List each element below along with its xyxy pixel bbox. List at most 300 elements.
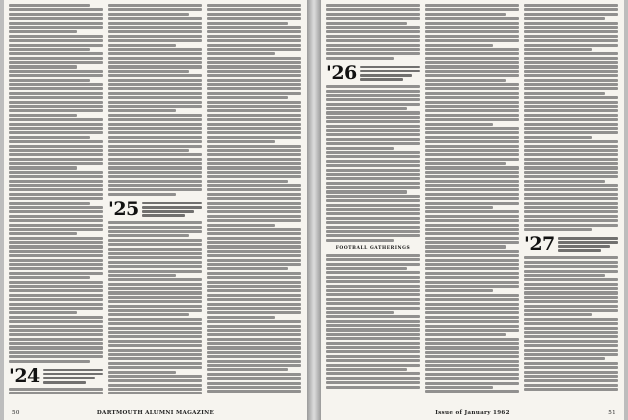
text-line bbox=[326, 129, 420, 132]
text-line bbox=[425, 202, 519, 205]
text-line bbox=[425, 166, 519, 169]
text-line bbox=[207, 171, 301, 174]
text-line bbox=[207, 96, 288, 99]
text-line bbox=[524, 366, 618, 369]
text-line bbox=[326, 320, 420, 323]
text-line bbox=[108, 22, 202, 25]
text-line bbox=[326, 276, 420, 279]
class-notes-header bbox=[524, 232, 618, 255]
text-line bbox=[425, 153, 519, 156]
text-line bbox=[108, 384, 202, 387]
text-line bbox=[108, 184, 202, 187]
text-line bbox=[9, 22, 103, 25]
text-line bbox=[207, 127, 301, 130]
text-line bbox=[108, 362, 202, 365]
text-line bbox=[326, 293, 420, 296]
text-line bbox=[524, 57, 618, 60]
text-line bbox=[207, 26, 301, 29]
text-line bbox=[360, 74, 412, 77]
text-line bbox=[425, 35, 519, 38]
text-line bbox=[207, 368, 288, 371]
text-line bbox=[524, 296, 618, 299]
text-line bbox=[108, 278, 202, 281]
text-line bbox=[207, 346, 301, 349]
text-line bbox=[326, 328, 420, 331]
text-line bbox=[524, 109, 618, 112]
text-line bbox=[142, 202, 202, 205]
text-line bbox=[9, 202, 90, 205]
text-line bbox=[108, 123, 202, 126]
text-line bbox=[207, 92, 301, 95]
text-line bbox=[425, 4, 519, 7]
text-line bbox=[425, 316, 519, 319]
text-line bbox=[108, 252, 202, 255]
text-line bbox=[425, 373, 519, 376]
text-line bbox=[9, 92, 103, 95]
text-line bbox=[524, 131, 618, 134]
text-line bbox=[425, 26, 519, 29]
text-line bbox=[108, 349, 202, 352]
text-line bbox=[108, 13, 189, 16]
text-line bbox=[524, 145, 618, 148]
text-line bbox=[326, 125, 420, 128]
text-line bbox=[524, 379, 618, 382]
text-line bbox=[326, 350, 420, 353]
text-line bbox=[425, 346, 519, 349]
text-line bbox=[326, 342, 420, 345]
text-line bbox=[524, 188, 618, 191]
text-line bbox=[207, 57, 301, 60]
text-line bbox=[9, 303, 103, 306]
text-line bbox=[524, 158, 618, 161]
text-line bbox=[207, 153, 301, 156]
class-year-number: '25 bbox=[108, 197, 139, 220]
text-line bbox=[108, 371, 176, 374]
text-line bbox=[326, 107, 407, 110]
text-line bbox=[9, 35, 103, 38]
text-line bbox=[524, 375, 618, 378]
text-line bbox=[9, 360, 90, 363]
text-line bbox=[108, 248, 202, 251]
text-line bbox=[108, 131, 202, 134]
text-line bbox=[326, 230, 420, 233]
text-line bbox=[425, 320, 519, 323]
text-line bbox=[108, 335, 202, 338]
class-notes-header bbox=[9, 364, 103, 387]
text-line bbox=[9, 267, 103, 270]
text-line bbox=[425, 30, 519, 33]
text-line bbox=[558, 241, 618, 244]
text-line bbox=[207, 202, 301, 205]
text-line bbox=[207, 333, 301, 336]
text-line bbox=[207, 44, 301, 47]
text-line bbox=[425, 285, 519, 288]
text-line bbox=[108, 162, 202, 165]
text-line bbox=[524, 4, 618, 7]
text-line bbox=[524, 344, 618, 347]
text-line bbox=[9, 52, 103, 55]
text-line bbox=[524, 118, 618, 121]
text-line bbox=[9, 70, 103, 73]
text-line bbox=[326, 302, 420, 305]
text-line bbox=[524, 287, 618, 290]
text-line bbox=[524, 291, 618, 294]
text-line bbox=[207, 224, 275, 227]
text-line bbox=[108, 61, 202, 64]
text-line bbox=[326, 368, 407, 371]
text-line bbox=[207, 87, 301, 90]
text-line bbox=[425, 22, 519, 25]
text-line bbox=[524, 35, 618, 38]
text-line bbox=[207, 219, 301, 222]
text-line bbox=[108, 136, 202, 139]
text-line bbox=[524, 197, 618, 200]
text-line bbox=[9, 316, 103, 319]
text-line bbox=[425, 215, 519, 218]
text-line bbox=[425, 325, 519, 328]
text-line bbox=[326, 30, 420, 33]
text-line bbox=[326, 263, 420, 266]
text-line bbox=[326, 111, 420, 114]
text-line bbox=[326, 271, 420, 274]
text-line bbox=[425, 228, 519, 231]
text-line bbox=[425, 171, 519, 174]
text-line bbox=[524, 206, 618, 209]
text-line bbox=[524, 309, 618, 312]
text-line bbox=[326, 315, 420, 318]
text-line bbox=[108, 52, 202, 55]
text-line bbox=[524, 127, 618, 130]
text-line bbox=[108, 305, 202, 308]
text-line bbox=[425, 360, 519, 363]
text-line bbox=[108, 30, 202, 33]
text-line bbox=[524, 180, 605, 183]
class-year-number: '24 bbox=[9, 364, 40, 387]
text-line bbox=[326, 204, 420, 207]
text-line bbox=[207, 303, 301, 306]
text-line bbox=[9, 320, 103, 323]
text-line bbox=[207, 158, 301, 161]
text-line bbox=[524, 79, 618, 82]
text-line bbox=[524, 184, 618, 187]
text-line bbox=[108, 283, 202, 286]
text-line bbox=[524, 228, 592, 231]
text-line bbox=[207, 360, 301, 363]
text-line bbox=[9, 131, 103, 134]
text-line bbox=[425, 206, 493, 209]
text-line bbox=[524, 261, 618, 264]
text-line bbox=[207, 162, 301, 165]
text-line bbox=[425, 351, 519, 354]
text-line bbox=[207, 17, 301, 20]
text-line bbox=[108, 366, 202, 369]
text-line bbox=[207, 338, 301, 341]
text-line bbox=[108, 265, 202, 268]
text-line bbox=[207, 123, 301, 126]
text-line bbox=[425, 87, 519, 90]
text-line bbox=[425, 65, 519, 68]
text-line bbox=[425, 145, 519, 148]
text-line bbox=[207, 329, 301, 332]
text-line bbox=[108, 243, 202, 246]
text-line bbox=[9, 48, 90, 51]
text-line bbox=[207, 136, 301, 139]
text-line bbox=[108, 309, 202, 312]
text-line bbox=[9, 338, 103, 341]
text-line bbox=[207, 109, 301, 112]
text-line bbox=[108, 57, 202, 60]
text-line bbox=[326, 160, 420, 163]
text-line bbox=[108, 175, 202, 178]
text-line bbox=[425, 39, 519, 42]
text-line bbox=[207, 79, 301, 82]
text-line bbox=[108, 180, 202, 183]
text-line bbox=[425, 188, 519, 191]
text-line bbox=[9, 206, 103, 209]
text-line bbox=[524, 17, 605, 20]
text-line bbox=[9, 8, 103, 11]
text-line bbox=[524, 215, 618, 218]
text-line bbox=[108, 127, 202, 130]
text-line bbox=[425, 118, 519, 121]
text-line bbox=[108, 114, 202, 117]
text-line bbox=[425, 92, 519, 95]
text-line bbox=[9, 65, 77, 68]
text-line bbox=[108, 118, 202, 121]
text-line bbox=[9, 333, 103, 336]
text-line bbox=[524, 149, 618, 152]
text-line bbox=[425, 197, 519, 200]
text-line bbox=[425, 44, 493, 47]
text-line bbox=[425, 219, 519, 222]
text-line bbox=[43, 381, 86, 384]
text-line bbox=[326, 13, 420, 16]
text-line bbox=[524, 8, 618, 11]
issue-footer: Issue of January 1962 bbox=[435, 410, 510, 416]
text-line bbox=[425, 114, 519, 117]
text-line bbox=[108, 96, 202, 99]
text-line bbox=[108, 109, 176, 112]
text-line bbox=[108, 296, 202, 299]
text-line bbox=[108, 256, 202, 259]
text-line bbox=[558, 237, 618, 240]
text-line bbox=[207, 289, 301, 292]
text-line bbox=[9, 294, 103, 297]
text-line bbox=[207, 259, 301, 262]
text-line bbox=[207, 206, 301, 209]
text-line bbox=[326, 190, 407, 193]
text-line bbox=[108, 171, 202, 174]
text-line bbox=[9, 4, 90, 7]
text-line bbox=[425, 162, 506, 165]
text-line bbox=[524, 362, 618, 365]
text-line bbox=[326, 26, 420, 29]
text-line bbox=[524, 105, 618, 108]
text-line bbox=[108, 4, 202, 7]
text-line bbox=[326, 103, 420, 106]
text-line bbox=[326, 359, 420, 362]
text-line bbox=[207, 390, 301, 393]
text-line bbox=[360, 66, 420, 69]
text-line bbox=[425, 368, 519, 371]
text-line bbox=[207, 105, 301, 108]
text-line bbox=[9, 215, 103, 218]
class-notes-header bbox=[326, 61, 420, 84]
text-line bbox=[326, 372, 420, 375]
text-line bbox=[108, 344, 202, 347]
text-line bbox=[326, 155, 420, 158]
text-line bbox=[108, 70, 189, 73]
text-line bbox=[207, 101, 301, 104]
text-line bbox=[9, 188, 103, 191]
text-line bbox=[9, 153, 103, 156]
text-line bbox=[524, 318, 618, 321]
text-line bbox=[524, 70, 618, 73]
text-line bbox=[326, 254, 420, 257]
text-line bbox=[524, 274, 605, 277]
text-line bbox=[326, 186, 420, 189]
text-line bbox=[326, 239, 394, 242]
left-column-3 bbox=[207, 4, 301, 394]
text-line bbox=[9, 232, 77, 235]
text-line bbox=[9, 74, 103, 77]
text-line bbox=[524, 30, 618, 33]
page-number-right: 51 bbox=[608, 410, 616, 416]
text-line bbox=[207, 30, 301, 33]
text-line bbox=[9, 149, 103, 152]
text-line bbox=[207, 307, 301, 310]
text-line bbox=[108, 87, 202, 90]
text-line bbox=[425, 61, 519, 64]
text-line bbox=[425, 79, 506, 82]
text-line bbox=[326, 324, 420, 327]
text-line bbox=[524, 39, 618, 42]
text-line bbox=[524, 22, 618, 25]
text-line bbox=[142, 214, 185, 217]
text-line bbox=[207, 61, 301, 64]
text-line bbox=[425, 136, 519, 139]
text-line bbox=[326, 85, 420, 88]
text-line bbox=[524, 44, 618, 47]
text-line bbox=[108, 17, 202, 20]
text-line bbox=[108, 392, 202, 394]
text-line bbox=[9, 281, 103, 284]
text-line bbox=[326, 151, 420, 154]
text-line bbox=[9, 114, 77, 117]
text-line bbox=[425, 254, 519, 257]
text-line bbox=[326, 35, 420, 38]
class-year-number: '27 bbox=[524, 232, 555, 255]
text-line bbox=[207, 281, 301, 284]
text-line bbox=[524, 278, 618, 281]
text-line bbox=[9, 224, 103, 227]
text-line bbox=[142, 206, 202, 209]
text-line bbox=[108, 234, 189, 237]
text-line bbox=[108, 379, 202, 382]
text-line bbox=[425, 127, 519, 130]
text-line bbox=[207, 65, 301, 68]
text-line bbox=[524, 166, 618, 169]
text-line bbox=[207, 22, 288, 25]
text-line bbox=[9, 162, 103, 165]
right-column-1 bbox=[326, 4, 420, 394]
text-line bbox=[326, 90, 420, 93]
text-line bbox=[425, 13, 506, 16]
text-line bbox=[524, 331, 618, 334]
text-line bbox=[524, 327, 618, 330]
left-column-2 bbox=[108, 4, 202, 394]
text-line bbox=[425, 307, 519, 310]
text-line bbox=[108, 300, 202, 303]
text-line bbox=[207, 272, 301, 275]
text-line bbox=[524, 123, 618, 126]
text-line bbox=[326, 381, 420, 384]
text-line bbox=[9, 250, 103, 253]
text-line bbox=[9, 61, 103, 64]
text-line bbox=[524, 52, 618, 55]
text-line bbox=[558, 249, 601, 252]
text-line bbox=[207, 114, 301, 117]
text-line bbox=[207, 351, 301, 354]
binding-gutter bbox=[307, 0, 321, 420]
right-page bbox=[321, 0, 624, 420]
text-line bbox=[326, 4, 420, 7]
text-line bbox=[326, 173, 420, 176]
text-line bbox=[207, 254, 301, 257]
text-line bbox=[108, 39, 202, 42]
text-line bbox=[326, 57, 394, 60]
text-line bbox=[9, 44, 103, 47]
text-line bbox=[326, 164, 420, 167]
text-line bbox=[108, 140, 202, 143]
text-line bbox=[108, 153, 202, 156]
text-line bbox=[326, 258, 420, 261]
text-line bbox=[524, 74, 618, 77]
text-line bbox=[326, 226, 420, 229]
text-line bbox=[425, 303, 519, 306]
text-line bbox=[9, 123, 103, 126]
text-line bbox=[9, 355, 103, 358]
text-line bbox=[326, 142, 420, 145]
text-line bbox=[108, 261, 202, 264]
text-line bbox=[108, 221, 202, 224]
text-line bbox=[326, 147, 394, 150]
text-line bbox=[108, 353, 202, 356]
text-line bbox=[207, 298, 301, 301]
right-column-3 bbox=[524, 4, 618, 394]
text-line bbox=[326, 52, 420, 55]
text-line bbox=[108, 145, 202, 148]
text-line bbox=[207, 342, 301, 345]
text-line bbox=[207, 70, 301, 73]
text-line bbox=[9, 197, 103, 200]
text-line bbox=[108, 230, 202, 233]
text-line bbox=[108, 291, 202, 294]
text-line bbox=[425, 175, 519, 178]
text-line bbox=[425, 8, 519, 11]
text-line bbox=[425, 333, 506, 336]
text-line bbox=[9, 228, 103, 231]
section-heading: FOOTBALL GATHERINGS bbox=[335, 245, 411, 251]
text-line bbox=[326, 120, 420, 123]
text-line bbox=[108, 26, 202, 29]
text-line bbox=[108, 239, 202, 242]
text-line bbox=[524, 61, 618, 64]
text-line bbox=[326, 48, 420, 51]
text-line bbox=[207, 13, 301, 16]
text-line bbox=[9, 342, 103, 345]
text-line bbox=[108, 388, 202, 391]
